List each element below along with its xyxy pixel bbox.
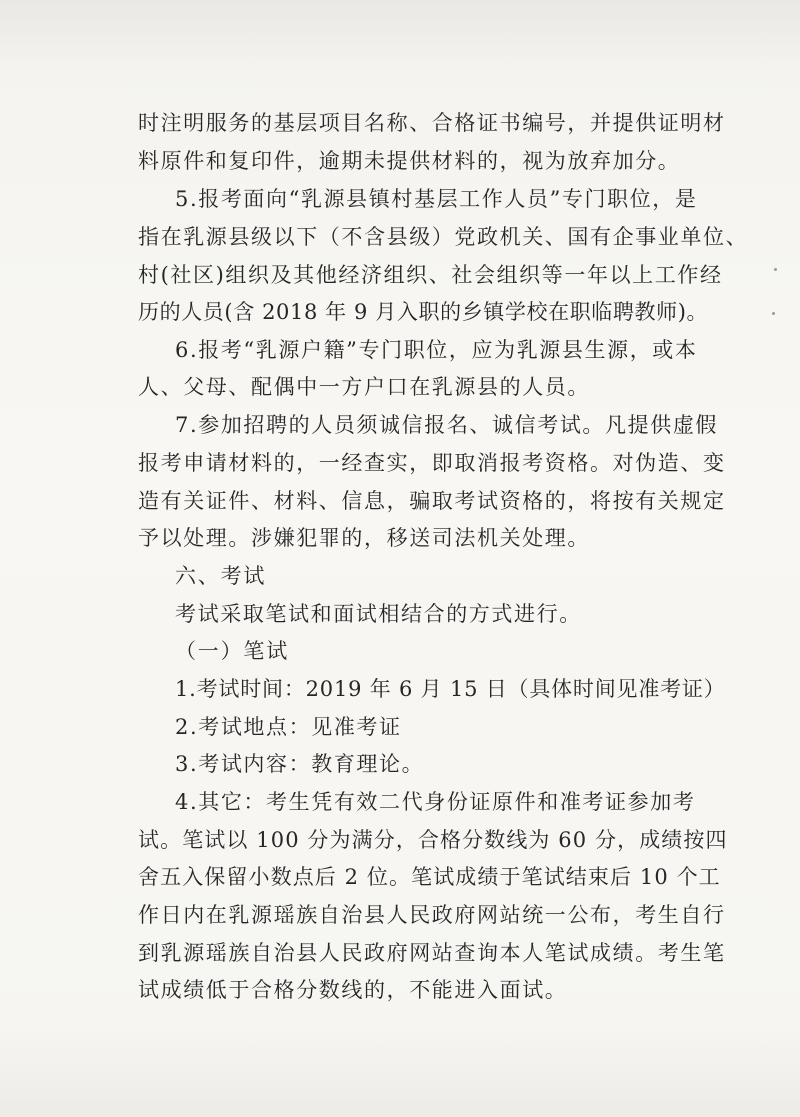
written-item-4-line-1: 4.其它：考生凭有效二代身份证原件和准考证参加考 <box>175 790 696 814</box>
written-item-3: 3.考试内容：教育理论。 <box>175 752 425 776</box>
bottom-bleed-through <box>0 1027 800 1117</box>
written-item-4-line-4: 作日内在乳源瑶族自治县人民政府网站统一公布，考生自行 <box>138 903 726 927</box>
item-7-line-3: 造有关证件、材料、信息，骗取考试资格的，将按有关规定 <box>138 489 726 513</box>
item-5-line-1: 5.报考面向“乳源县镇村基层工作人员”专门职位，是 <box>175 187 698 211</box>
item-5-line-3: 村(社区)组织及其他经济组织、社会组织等一年以上工作经 <box>138 263 723 287</box>
item-7-line-1: 7.参加招聘的人员须诚信报名、诚信考试。凡提供虚假 <box>175 413 719 437</box>
written-item-4-line-6: 试成绩低于合格分数线的，不能进入面试。 <box>138 978 568 1002</box>
written-item-4-line-3: 舍五入保留小数点后 2 位。笔试成绩于笔试结束后 10 个工 <box>138 865 721 889</box>
section-heading-exam: 六、考试 <box>175 564 267 588</box>
subheading-written-test: （一）笔试 <box>175 639 289 663</box>
top-bleed-through <box>0 0 800 95</box>
scan-speck <box>774 268 777 271</box>
item-5-line-2: 指在乳源县级以下（不含县级）党政机关、国有企事业单位、 <box>138 225 749 249</box>
item-5-line-4: 历的人员(含 2018 年 9 月入职的乡镇学校在职临聘教师)。 <box>138 300 709 324</box>
written-item-4-line-2: 试。笔试以 100 分为满分，合格分数线为 60 分，成绩按四 <box>138 828 728 852</box>
exam-intro: 考试采取笔试和面试相结合的方式进行。 <box>175 602 582 626</box>
body-line-2: 料原件和复印件，逾期未提供材料的，视为放弃加分。 <box>138 149 681 173</box>
body-line-1: 时注明服务的基层项目名称、合格证书编号，并提供证明材 <box>138 111 726 135</box>
item-6-line-1: 6.报考“乳源户籍”专门职位，应为乳源县生源，或本 <box>175 338 698 362</box>
written-item-4-line-5: 到乳源瑶族自治县人民政府网站查询本人笔试成绩。考生笔 <box>138 941 726 965</box>
item-7-line-2: 报考申请材料的，一经查实，即取消报考资格。对伪造、变 <box>138 451 726 475</box>
item-7-line-4: 予以处理。涉嫌犯罪的，移送司法机关处理。 <box>138 526 590 550</box>
written-item-1: 1.考试时间：2019 年 6 月 15 日（具体时间见准考证） <box>175 677 726 701</box>
item-6-line-2: 人、父母、配偶中一方户口在乳源县的人员。 <box>138 375 590 399</box>
written-item-2: 2.考试地点：见准考证 <box>175 715 402 739</box>
scan-speck <box>772 312 775 315</box>
